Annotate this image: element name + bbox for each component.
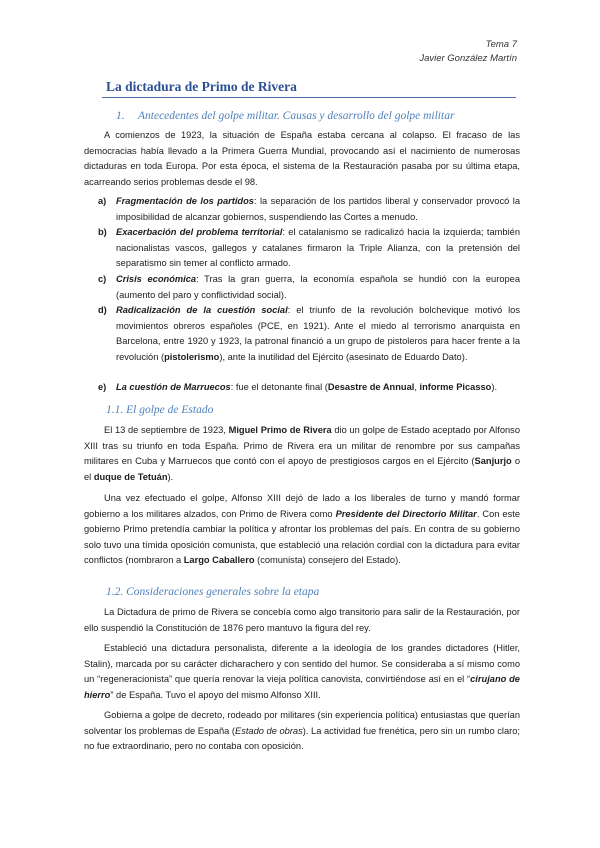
title-underline — [102, 97, 516, 98]
document-page: Tema 7 Javier González Martín La dictadura de Primo de Rivera 1. Antecedentes del golpe militar. Causas y desarrollo del golpe militar A comienzos de 1923, la situación de España estaba cercana al colapso. El fracaso de las democracias había llevado a la Primera Guerra Mundial, provocando así el nacimiento de numerosas dictaduras en toda Europa. Por esta época, el sistema de la Restauración pasaba por su última etapa, acarreando serios problemas desde el 98. a) Fragmentación de los partidos: la separación de los partidos liberal y conservador provocó la imposibilidad de alcanzar gobiernos, suspendiendo las Cortes a menudo. b) Exacerbación del problema territorial: el catalanismo se radicalizó hacia la izquierda; también nacionalistas vascos, gallegos y catalanes firmaron la Triple Alianza, con la pretensión del separatismo sin temer al conflicto armado. c) Crisis económica: Tras la gran guerra, la economía española se hundió con la europea (aumento del paro y conflictividad social). d) Radicalización de la cuestión social: el triunfo de la revolución bolchevique motivó los movimientos obreros españoles (PCE, en 1921). Ante el miedo al terrorismo anarquista en Barcelona, entre 1920 y 1923, la patronal financió a un grupo de pistoleros para hacer frente a la revolución (pistolerismo), ante la inutilidad del Ejército (asesinato de Eduardo Dato). e) La cuestión de Marruecos: fue el detonante final (Desastre de Annual, informe Picasso). 1.1. El golpe de Estado El 13 de septiembre de 1923, Miguel Primo de Rivera dio un golpe de Estado aceptado por Alfonso XIII tras su triunfo en toda España. Primo de Rivera era un militar de renombre por sus campañas militares en Cuba y Marruecos que contó con el apoyo de prestigiosos cargos en el Ejército (Sanjurjo o el duque de Tetuán). Una vez efectuado el golpe, Alfonso XIII dejó de lado a los liberales de turno y mandó formar gobierno a los militares alzados, con Primo de Rivera como Presidente del Directorio Militar. Con este gobierno Primo pretendía cambiar la política y afrontar los problemas del país. En contra de su gobierno solo tuvo una tímida oposición comunista, que estableció una relación cordial con la dictadura para evitar conflictos (nombraron a Largo Caballero (comunista) consejero del Estado). 1.2. Consideraciones generales sobre la etapa La Dictadura de primo de Rivera se concebía como algo transitorio para salir de la Restauración, por ello suspendió la Constitución de 1876 pero mantuvo la figura del rey. Estableció una dictadura personalista, diferente a la ideología de los grandes dictadores (Hitler, Stalin), marcada por su carácter dicharachero y con sentido del humor. Se consideraba a sí mismo como un “regeneracionista” que quería renovar la vieja política canovista, convirtiéndose así en el “cirujano de hierro” de España. Tuvo el apoyo del mismo Alfonso XIII. Gobierna a golpe de decreto, rodeado por militares (sin experiencia política) entusiastas que querían solventar los problemas de España (Estado de obras). La actividad fue frenética, pero sin un rumbo claro; no fue extraordinario, pero no contaba con oposición. — [0, 0, 600, 848]
section-1-intro: A comienzos de 1923, la situación de España estaba cercana al colapso. El fracaso de las democracias había llevado a la Primera Guerra Mundial, provocando así el nacimiento de numerosas dictaduras en toda Europa. Por esta época, el sistema de la Restauración pasaba por su última etapa, acarreando serios problemas desde el 98. — [84, 130, 520, 187]
list-item-term: Fragmentación de los partidos — [116, 196, 254, 206]
section-1-title: Antecedentes del golpe militar. Causas y desarrollo del golpe militar — [138, 110, 455, 122]
list-item-term: La cuestión de Marruecos — [116, 382, 231, 392]
header-author: Javier González Martín — [419, 53, 517, 64]
section-1-2-paragraph-2: Estableció una dictadura personalista, diferente a la ideología de los grandes dictadores (Hitler, Stalin), marcada por su carácter dicharachero y con sentido del humor. Se consideraba a sí mismo como un “regeneracionista” que quería renovar la vieja política canovista, convirtiéndose así en el “cirujano de hierro” de España. Tuvo el apoyo del mismo Alfonso XIII. — [84, 643, 520, 700]
list-item-term: Exacerbación del problema territorial — [116, 227, 283, 237]
list-item-term: Radicalización de la cuestión social — [116, 305, 288, 315]
section-1-2-heading: 1.2. Consideraciones generales sobre la etapa — [106, 586, 320, 598]
section-1-2-paragraph-3: Gobierna a golpe de decreto, rodeado por militares (sin experiencia política) entusiastas que querían solventar los problemas de España (Estado de obras). La actividad fue frenética, pero sin un rumbo claro; no fue extraordinario, pero no contaba con oposición. — [84, 710, 520, 751]
section-1-1-heading: 1.1. El golpe de Estado — [106, 404, 214, 416]
section-1-2-paragraph-1: La Dictadura de primo de Rivera se concebía como algo transitorio para salir de la Restauración, por ello suspendió la Constitución de 1876 pero mantuvo la figura del rey. — [84, 607, 520, 633]
header-tema: Tema 7 — [485, 39, 517, 50]
document-title: La dictadura de Primo de Rivera — [106, 79, 297, 94]
section-1-heading — [116, 110, 454, 122]
section-1-number: 1. — [116, 110, 125, 122]
list-item-term: Crisis económica — [116, 274, 197, 284]
section-1-1-paragraph-1: El 13 de septiembre de 1923, Miguel Primo de Rivera dio un golpe de Estado aceptado por Alfonso XIII tras su triunfo en toda España. Primo de Rivera era un militar de renombre por sus campañas militares en Cuba y Marruecos que contó con el apoyo de prestigiosos cargos en el Ejército (Sanjurjo o el duque de Tetuán). — [84, 425, 520, 482]
section-1-1-paragraph-2: Una vez efectuado el golpe, Alfonso XIII dejó de lado a los liberales de turno y mandó formar gobierno a los militares alzados, con Primo de Rivera como Presidente del Directorio Militar. Con este gobierno Primo pretendía cambiar la política y afrontar los problemas del país. En contra de su gobierno solo tuvo una tímida oposición comunista, que estableció una relación cordial con la dictadura para evitar conflictos (nombraron a Largo Caballero (comunista) consejero del Estado). — [84, 493, 520, 565]
